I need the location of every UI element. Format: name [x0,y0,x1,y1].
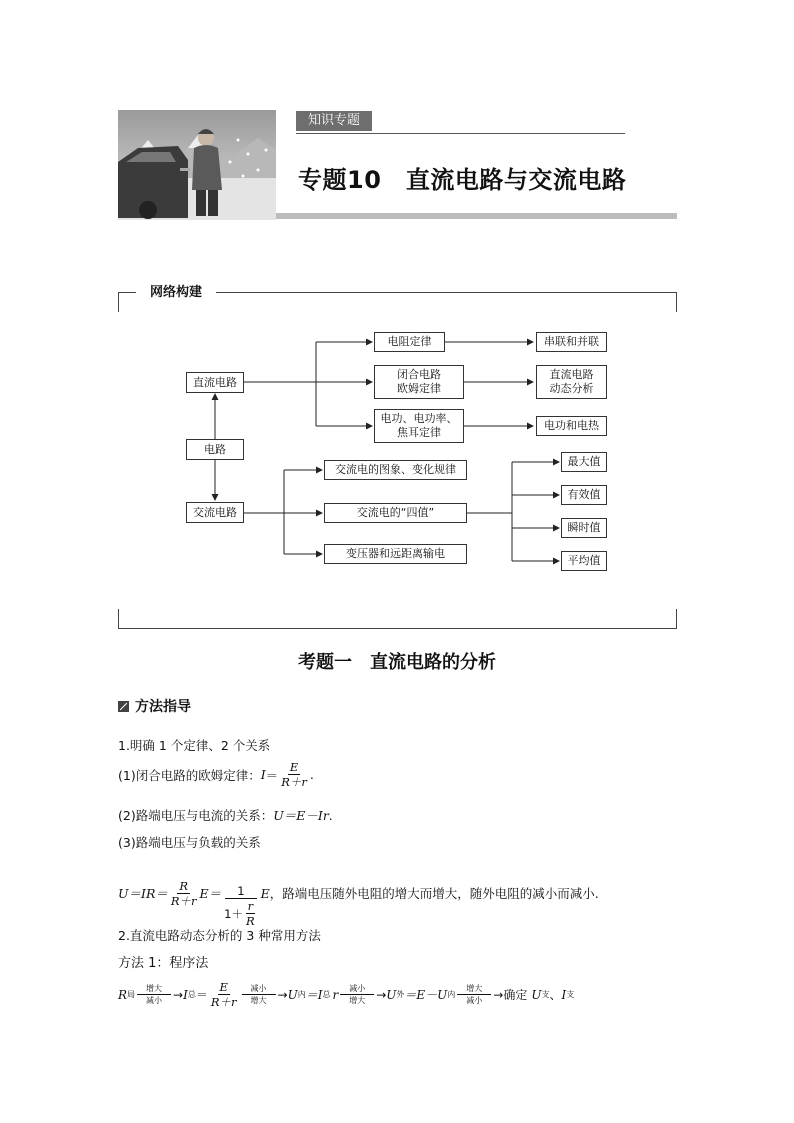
node-resistance-law: 电阻定律 [374,332,445,352]
chain-arrow-1-bot: 减小 [146,996,163,1005]
node-ac-four-values: 交流电的“四值” [324,503,467,523]
slashed-box-icon [118,701,129,712]
chain-U1-r: r [332,987,339,1002]
load-fraction-2 [222,884,260,928]
ohm-law-fraction [279,760,309,789]
topic-tag: 知识专题 [296,111,372,131]
load-formula-a: U＝IR＝ [118,886,168,901]
chain-arrow-2 [242,984,276,1005]
load-inner-fraction [244,899,257,928]
chain-U1-rhs-sub: 总 [322,990,331,999]
chain-arrow-4-bot: 减小 [466,996,483,1005]
chain-I: I [183,987,188,1002]
chain-U3: U [531,987,542,1002]
terminal-voltage-line [118,806,333,824]
load-fraction-1 [169,879,199,908]
ohm-law-denominator: R＋r [281,775,307,789]
chain-fraction [209,980,239,1009]
chain-eq: ＝ [195,988,208,1002]
chain-arrowhead-4: → [493,987,504,1002]
chain-arrow-2-bot: 增大 [250,996,267,1005]
chain-arrow-3-top: 减小 [349,984,366,993]
chain-U1-rhs: ＝I [305,988,323,1002]
chain-arrow-3 [340,984,374,1005]
chain-U2: U [386,987,397,1002]
chain-arrowhead-3: → [376,987,387,1002]
item-2: 2.直流电路动态分析的 3 种常用方法 [118,928,321,943]
load-fraction-2-num: 1 [225,884,256,899]
node-max-value: 最大值 [561,452,607,472]
chain-R-sub: 局 [127,990,136,999]
terminal-voltage-end: . [328,808,333,823]
procedure-chain [118,980,574,1009]
node-ac-graph: 交流电的图象、变化规律 [324,460,467,480]
node-work-heat: 电功和电热 [536,416,607,436]
chain-U3-sub: 支 [541,990,550,999]
chain-R: R [118,987,128,1002]
header-bar [276,213,677,219]
ohm-law-eq: ＝ [265,767,279,783]
load-inner-num: r [247,899,254,913]
node-dynamic-line2: 动态分析 [549,382,594,395]
chain-I3-sub: 支 [566,990,575,999]
page-title: 专题10 直流电路与交流电路 [298,166,627,194]
method-guide-label: 方法指导 [135,699,191,715]
node-series-parallel: 串联和并联 [536,332,607,352]
load-fraction-1-num: R [179,878,189,893]
node-effective-value: 有效值 [561,485,607,505]
chain-U1-sub: 内 [297,990,306,999]
ohm-law-end: . [309,767,314,782]
node-power-joule-line1: 电功、电功率、 [380,412,458,425]
chain-arrowhead-1: → [173,987,184,1002]
load-relation-line: (3)路端电压与负载的关系 [118,835,261,850]
load-fraction-2-den [222,899,260,928]
load-formula-b: E＝ [199,886,222,901]
section-heading: 考题一 直流电路的分析 [298,652,496,673]
load-fraction-2-den-a: 1＋ [224,906,243,921]
chain-arrow-4 [457,984,491,1005]
ohm-law-numerator: E [289,760,299,774]
chain-sep: 、 [549,988,562,1002]
network-label: 网络构建 [136,284,216,302]
node-ac-circuit: 交流电路 [186,502,244,523]
node-ohm-law-line2: 欧姆定律 [397,382,441,395]
node-dynamic-analysis [536,365,607,399]
load-fraction-1-den: R＋r [170,893,197,908]
load-formula-line [118,858,599,928]
ohm-law-I: I [260,767,266,782]
header-illustration [118,110,276,220]
node-ohm-law-line1: 闭合电路 [397,368,441,381]
node-power-joule [374,409,464,443]
node-dc-circuit: 直流电路 [186,372,244,393]
chain-fraction-den: R＋r [210,995,237,1009]
tag-rule [296,133,625,134]
chain-arrow-1-top: 增大 [146,984,163,993]
chain-arrow-1 [137,984,171,1005]
chain-arrow-3-bot: 增大 [349,996,366,1005]
load-formula-text: ，路端电压随外电阻的增大而增大，随外电阻的减小而减小. [269,886,599,901]
ohm-law-prefix: (1)闭合电路的欧姆定律： [118,767,261,783]
method-guide-heading [118,696,191,716]
node-ohm-law [374,365,464,399]
node-transformer: 变压器和远距离输电 [324,544,467,564]
node-instant-value: 瞬时值 [561,518,607,538]
node-average-value: 平均值 [561,551,607,571]
chain-arrow-4-top: 增大 [466,984,483,993]
item-1: 1.明确 1 个定律、2 个关系 [118,738,271,753]
chain-U2-sub: 外 [396,990,405,999]
chain-U2-rhs: ＝E－U [404,988,448,1002]
method-1: 方法 1：程序法 [118,956,209,971]
chain-U2-rhs-sub: 内 [447,990,456,999]
node-circuit: 电路 [186,439,244,460]
chain-I3: I [561,987,567,1002]
load-formula-c: E [260,885,270,901]
ohm-law-line [118,760,314,789]
terminal-voltage-prefix: (2)路端电压与电流的关系： [118,808,274,823]
chain-fraction-num: E [219,980,228,994]
chain-U1: U [287,987,298,1002]
chain-final: 确定 [503,988,528,1002]
node-power-joule-line2: 焦耳定律 [397,426,441,439]
load-inner-den: R [246,914,255,928]
terminal-voltage-formula: U＝E－Ir [273,808,329,823]
chain-arrow-2-top: 减小 [250,984,267,993]
chain-arrowhead-2: → [277,987,288,1002]
chain-I-sub: 总 [187,990,196,999]
node-dynamic-line1: 直流电路 [549,368,594,381]
